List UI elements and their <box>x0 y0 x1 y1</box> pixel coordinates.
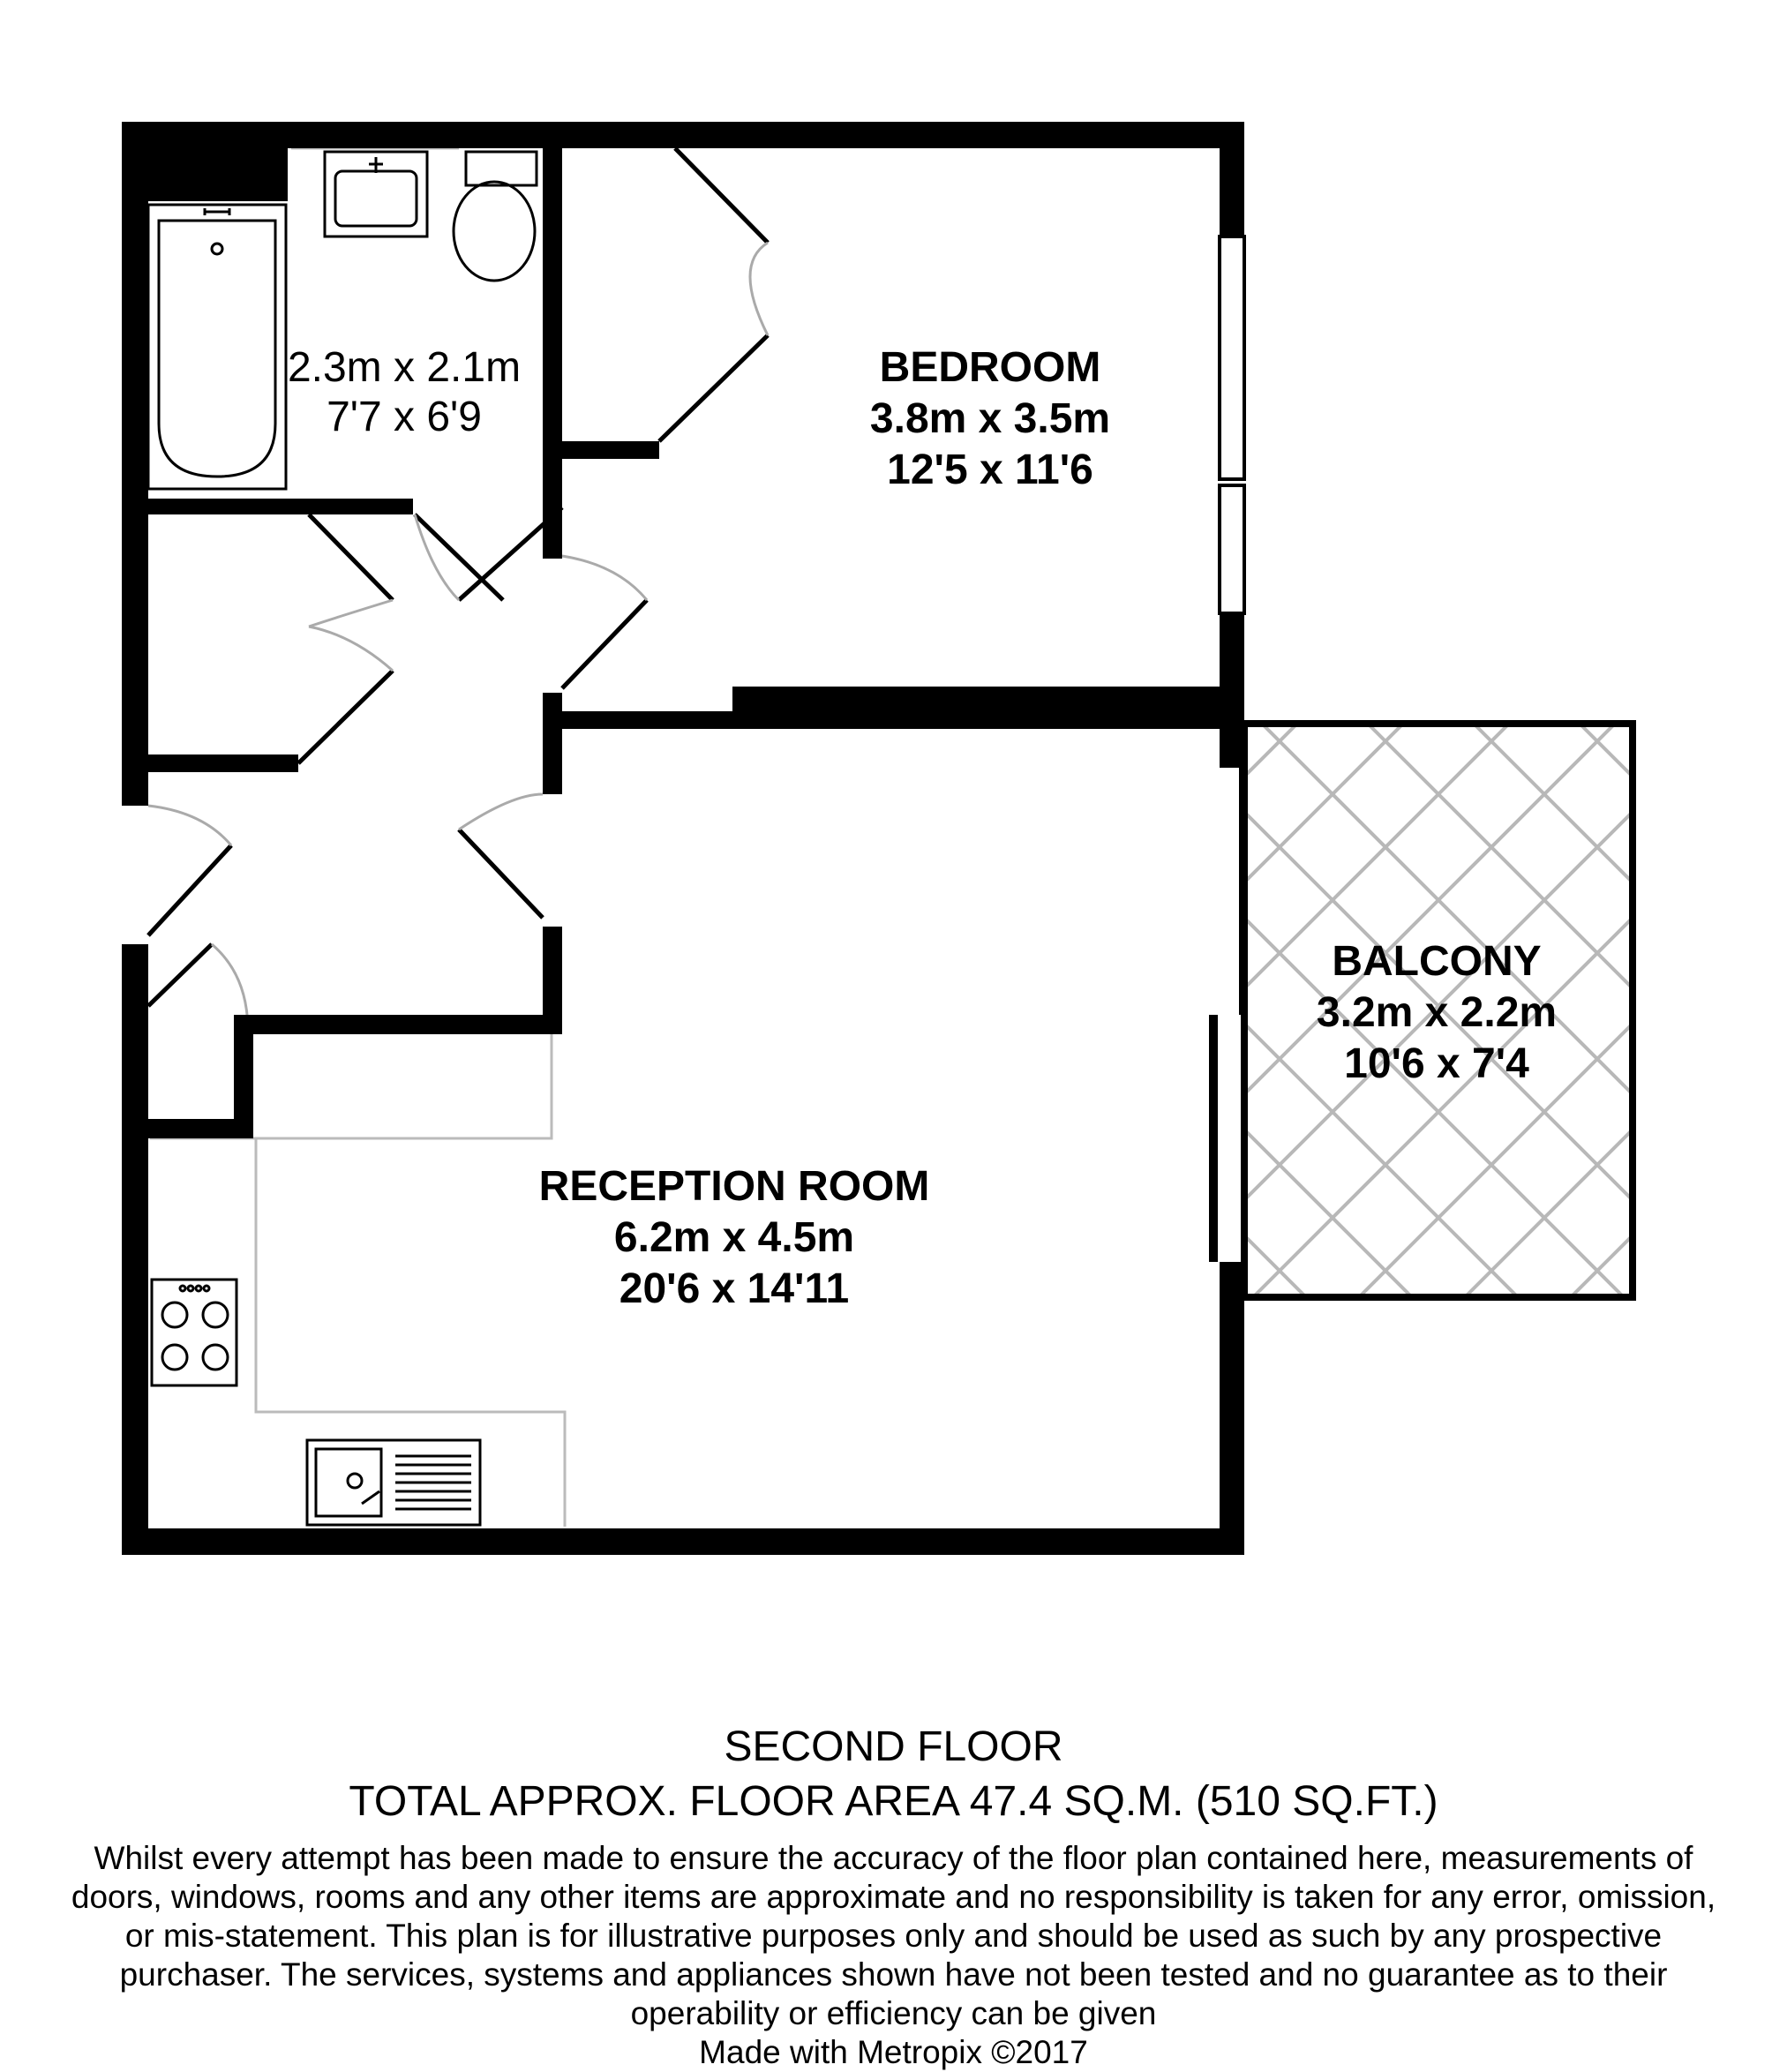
boxed-column <box>148 148 288 201</box>
reception-door <box>459 830 543 918</box>
wall-bedroom-bottom <box>732 687 1244 729</box>
total-floor-area: TOTAL APPROX. FLOOR AREA 47.4 SQ.M. (510 SQ.FT.) <box>349 1778 1438 1825</box>
wall-right-bottom <box>1220 1262 1244 1555</box>
wall-cupboard-bottom <box>148 754 298 772</box>
reception-size-metric: 6.2m x 4.5m <box>613 1214 855 1261</box>
wall-top <box>122 122 1244 148</box>
disclaimer: Whilst every attempt has been made to ensure the accuracy of the floor plan contained here, measurements of doors, windows, rooms and any other items are approximate and no responsibility is taken for any error, omission, or mis-statement. This plan is for illustrative purposes only and should be used as such by any prospective purchaser. The services, systems and appliances shown have not been tested and no guarantee as to their operability or efficiency can be given <box>71 1840 1716 2031</box>
reception-name: RECEPTION ROOM <box>538 1163 930 1210</box>
balcony-floor <box>1244 282 1633 1588</box>
plan-footer <box>0 1721 1787 2072</box>
bathtub-icon <box>148 205 286 489</box>
wall-wardrobe <box>562 441 659 459</box>
wardrobe-door-2 <box>659 335 768 441</box>
entrance-door <box>148 845 231 935</box>
bathroom-door <box>415 514 503 600</box>
kitchen-sink-icon <box>307 1440 480 1525</box>
wall-bottom <box>122 1528 1244 1555</box>
bedroom-size-imperial: 12'5 x 11'6 <box>887 447 1093 493</box>
bedroom-name: BEDROOM <box>879 344 1101 391</box>
wall-bathroom-bottom <box>148 499 413 514</box>
balcony-name: BALCONY <box>1332 938 1542 985</box>
metropix-credit: Made with Metropix ©2017 <box>699 2034 1088 2070</box>
doors <box>148 148 768 1006</box>
walls <box>122 122 1244 1555</box>
balcony-size-metric: 3.2m x 2.2m <box>1316 989 1558 1036</box>
wall-store-bottom <box>148 1119 253 1138</box>
bedroom-size-metric: 3.8m x 3.5m <box>869 395 1111 442</box>
floor-name: SECOND FLOOR <box>724 1723 1063 1770</box>
cupboard-door-2 <box>298 671 393 763</box>
bedroom-door-leaf <box>562 600 647 688</box>
reception-size-imperial: 20'6 x 14'11 <box>619 1265 850 1312</box>
wall-bathroom-right <box>543 148 562 559</box>
toilet-icon <box>454 152 537 281</box>
wall-left-lower <box>122 944 148 1553</box>
wall-hall-bottom <box>238 1015 562 1034</box>
cupboard-door-1 <box>309 514 393 600</box>
wall-left-upper <box>122 122 148 806</box>
store-door <box>148 944 212 1006</box>
washbasin-icon <box>291 148 459 236</box>
wall-hall-right-upper <box>543 693 562 794</box>
bathroom-size-metric: 2.3m x 2.1m <box>287 344 522 391</box>
wall-hall-top <box>543 711 741 729</box>
bedroom-window <box>1220 236 1244 613</box>
bathroom-size-imperial: 7'7 x 6'9 <box>327 394 482 440</box>
hob-icon <box>152 1280 237 1385</box>
wardrobe-door-1 <box>675 148 768 243</box>
wall-right-top <box>1220 122 1244 236</box>
balcony-size-imperial: 10'6 x 7'4 <box>1344 1040 1529 1087</box>
balcony-door <box>1216 768 1241 1262</box>
